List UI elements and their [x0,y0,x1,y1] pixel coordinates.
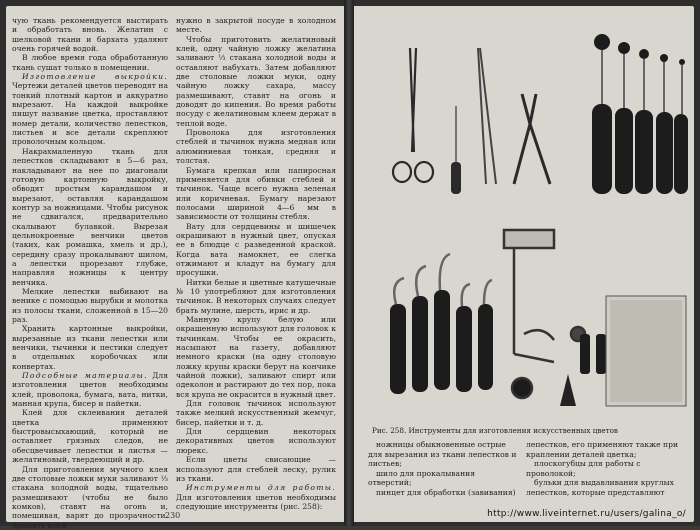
left-column-1 [12,16,168,530]
tools-illustration [364,34,688,424]
right-col1-paragraph: ножницы обыкновенные острые для вырезания из ткани лепестков и листьев; [368,440,517,469]
ball-tools-icon [592,34,688,194]
left-col1-paragraph: Мелкие лепестки выбивают на венике с помощью вырубки и молотка из полосы ткани, сложенной в 15—20 раз. [12,286,168,324]
left-col1-paragraph: Клей для склеивания деталей цветка применяют быстровысыхающий, который не оставляет грязных следов, не обесцвечивает лепестки и листья — желатиновый, твердеющий и др. [12,408,168,465]
cutter-press-icon [504,230,585,398]
scissors-icon [393,48,433,182]
left-col2-paragraph: нужно в закрытой посуде в холодном месте. [176,16,336,35]
right-page [354,6,694,522]
left-col1-paragraph: Хранить картонные выкройки, вырезанные из ткани лепестки или венчики, тычинки и пестики следует в отдельных коробочках или конвертах. [12,324,168,371]
left-column-2 [176,16,336,511]
right-col2-paragraph: бульки для выдавливания круглых лепестков, которые представляют [526,478,674,497]
right-column-2 [526,440,688,498]
right-col1-paragraph: пинцет для обработки (завивания) [376,487,516,497]
left-col2-paragraph: Инструменты для работы. Для изготовления цветов необходимы следующие инструменты (рис. 258): [176,483,336,511]
left-col1-paragraph: Подсобные материалы. Для изготовления цветов необходимы клей, проволока, бумага, вата, нитки, манная крупа, бисер и пайетки. [12,371,168,409]
page-number: 230 [165,511,181,520]
left-page [6,6,344,530]
left-col2-paragraph: Чтобы приготовить желатиновый клей, одну чайную ложку желатина заливают ⅓ стакана холодной воды и оставляют набухать. Затем добавляют две столовые ложки муки, одну чайную ложку сахара, массу размешивают, ставят на огонь и доводят до кипения. Во время работы посуду с желатиновым клеем держат в теплой воде. [176,34,336,128]
right-column-1 [368,440,518,498]
punch-cylinders-icon [560,334,606,406]
figure-caption: Рис. 258. Инструменты для изготовления искусственных цветов [372,426,618,435]
pliers-icon [514,94,550,184]
right-col2-paragraph: лепестков, его применяют также при краплении деталей цветка; [526,440,679,459]
left-col2-paragraph: Для сердцевин некоторых декоративных цветов используют люрекс. [176,427,336,455]
watermark-url: http://www.liveinternet.ru/users/galina_o/ [487,509,686,519]
tweezers-icon [478,48,496,184]
left-col2-paragraph: Проволока для изготовления стеблей и тычинок нужна медная или алюминиевая тонкая, средняя и толстая. [176,128,336,166]
section-heading: Подсобные материалы. [22,371,148,381]
book-gutter [344,0,354,526]
left-col2-paragraph: Если цветы свисающие — используют для стеблей леску, рулик из ткани. [176,455,336,483]
hook-tools-icon [390,254,493,394]
left-col2-paragraph: Бумага крепкая или папиросная применяется для обивки стеблей и тычинок. Чаще всего нужна зеленая или коричневая. Бумагу нарезают полосами шириной 4—6 мм в зависимости от толщины стебля. [176,165,336,222]
left-col2-paragraph: Нитки белые и цветные катушечные № 10 употребляют для изготовления тычинок. В некоторых случаях следует брать мулине, шерсть, ирис и др. [176,277,336,315]
awl-icon [451,106,461,194]
left-col1-paragraph: чую ткань рекомендуется выстирать и обработать вновь. Желатин с шелковой ткани и бархата удаляют очень горячей водой. [12,16,168,54]
right-col2-paragraph: плоскогубцы для работы с проволокой; [526,459,641,478]
left-col1-paragraph: Для приготовления мучного клея две столовые ложки муки заливают ⅓ стакана холодной воды, тщательно размешивают (чтобы не было комков), ставят на огонь и, помешивая, варят до прозрачности. Хранить клей [12,464,168,530]
left-col1-paragraph: Изготовление выкройки. Чертежи деталей цветов переводят на тонкий плотный картон и аккуратно вырезают. На каждой выкройке пишут название цветка, проставляют номер детали, количество лепестков, листьев и все детали скрепляют проволочным кольцом. [12,72,168,147]
left-col2-paragraph: Вату для сердцевины и шишечек окрашивают в нужный цвет, опуская ее в блюдце с разведенной краской. Когда вата намокнет, ее слегка отжимают и кладут на бумагу для просушки. [176,221,336,278]
right-col1-paragraph: шило для прокалывания отверстий; [368,468,475,488]
section-heading: Инструменты для работы. [186,483,336,493]
left-col2-paragraph: Для головок тычинок используют также мелкий искусственный жемчуг, бисер, пайетки и т. д. [176,399,336,427]
section-heading: Изготовление выкройки. [22,72,168,82]
work-pad-icon [606,296,686,406]
left-col1-paragraph: В любое время года обработанную ткань сушат только в помещении. [12,53,168,72]
left-col2-paragraph: Манную крупу белую или окрашенную используют для головок к тычинкам. Чтобы ее окрасить, насыпают на газету, добавляют немного краски (на одну столовую ложку крупы краски берут на кончике чайной ложки), заливают спирт или одеколон и растирают до тех пор, пока вся крупа не окрасится в нужный цвет. [176,315,336,399]
left-col1-paragraph: Накрахмаленную ткань для лепестков складывают в 5—6 раз, накладывают на нее по диагонали готовую картонную выкройку, обводят простым карандашом и вырезают, оставляя карандашом контур за ножницами. Чтобы рисунок не сдвигался, предварительно скалывают булавкой. Вырезая цельнокроеные венчики цветов (таких, как ромашка, хмель и др.), середину сразу прокалывают шилом, а лепестки прорезают глубже, направляя ножницы к центру венчика. [12,146,168,287]
